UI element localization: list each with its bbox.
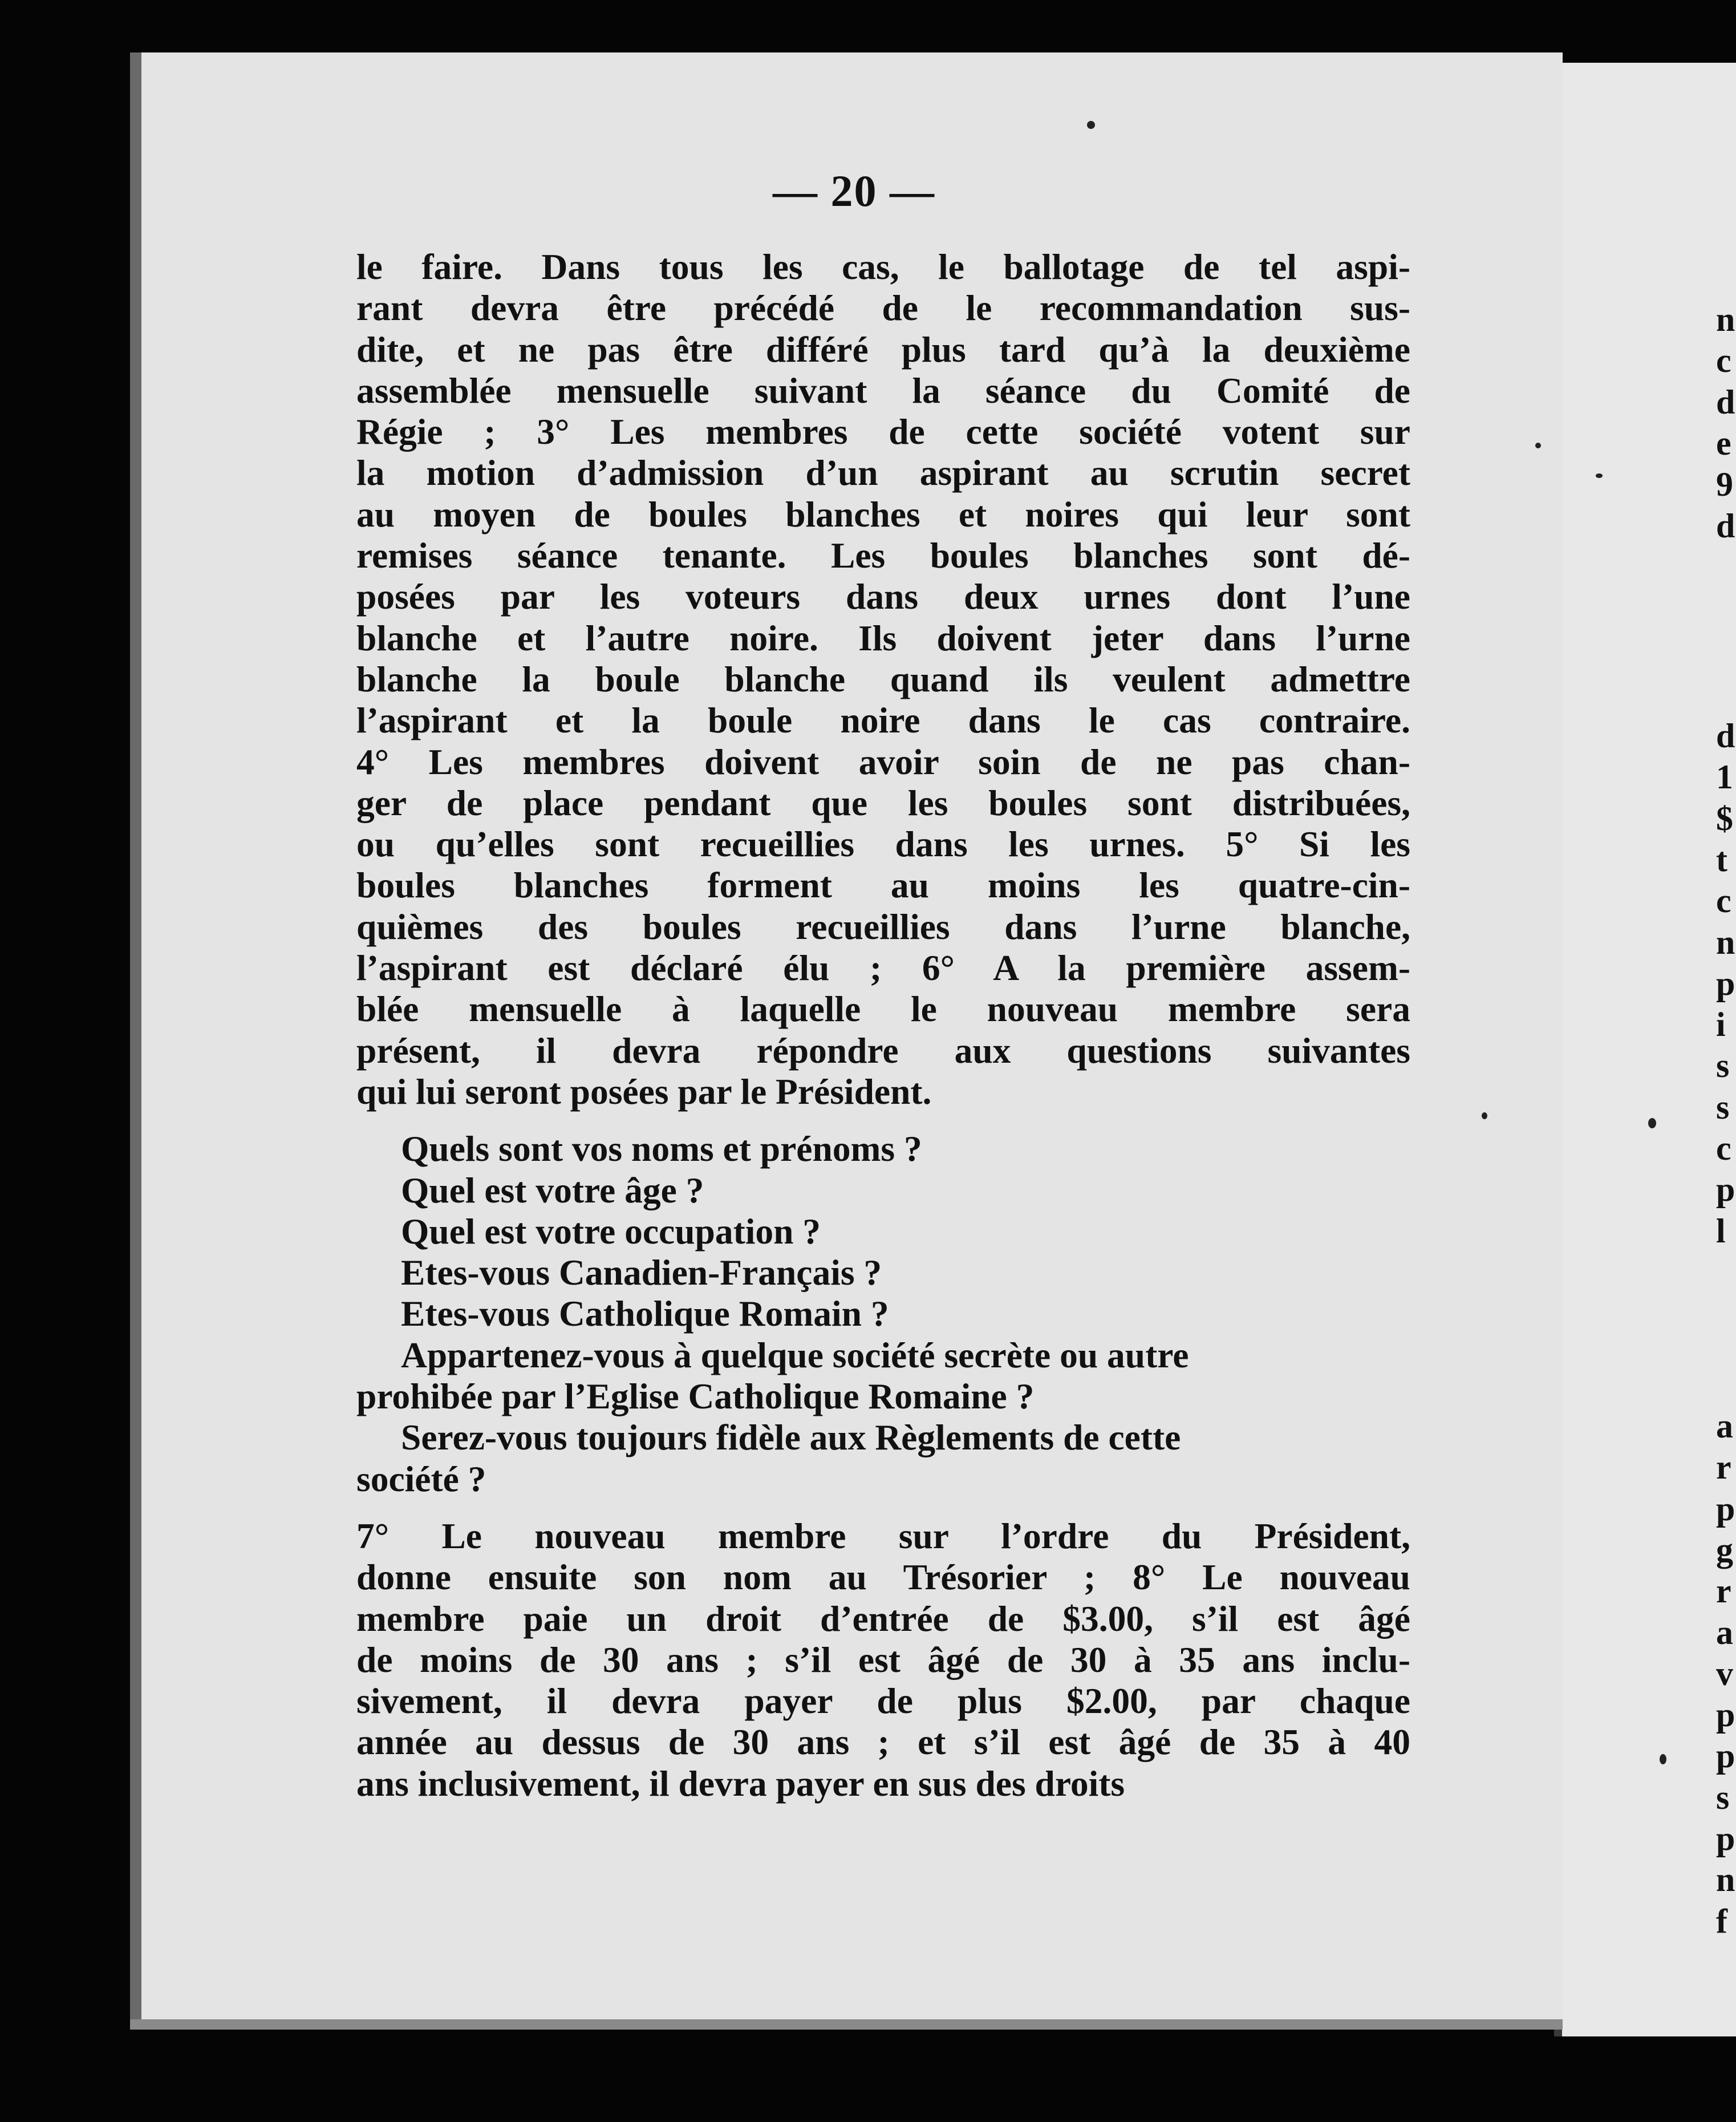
text-line: la motion d’admission d’un aspirant au scrutin secret [356, 452, 1410, 493]
question-fidelity [356, 1417, 1410, 1500]
scan-speck [1596, 473, 1603, 478]
adjacent-page-letter: $ [1716, 799, 1733, 837]
text-line: le faire. Dans tous les cas, le ballotage de tel aspi- [356, 246, 1410, 287]
adjacent-page-letter: p [1716, 1820, 1735, 1857]
adjacent-page-letter: v [1716, 1654, 1733, 1692]
scan-speck [1660, 1754, 1666, 1764]
text-line: l’aspirant est déclaré élu ; 6° A la première assem- [356, 947, 1410, 989]
text-line: présent, il devra répondre aux questions suivantes [356, 1030, 1410, 1071]
adjacent-page-letter: n [1716, 301, 1735, 338]
text-line: posées par les voteurs dans deux urnes dont l’une [356, 576, 1410, 617]
question-line: Quel est votre âge ? [401, 1169, 704, 1210]
text-line: rant devra être précédé de le recommandation sus- [356, 287, 1410, 329]
text-line: ger de place pendant que les boules sont distribuées, [356, 782, 1410, 823]
text-line: année au dessus de 30 ans ; et s’il est âgé de 35 à 40 [356, 1722, 1410, 1763]
text-line: membre paie un droit d’entrée de $3.00, s’il est âgé [356, 1598, 1410, 1639]
text-line: assemblée mensuelle suivant la séance du Comité de [356, 370, 1410, 411]
question-line: Appartenez-vous à quelque société secrète ou autre [401, 1334, 1189, 1375]
question-line: Etes-vous Catholique Romain ? [401, 1293, 889, 1334]
adjacent-page-letter: s [1716, 1088, 1730, 1126]
adjacent-page-letter: g [1716, 1530, 1733, 1569]
adjacent-page-letter: p [1716, 1737, 1735, 1775]
adjacent-page-letter: l [1716, 1212, 1726, 1250]
text-line: 4° Les membres doivent avoir soin de ne pas chan- [356, 741, 1410, 782]
question-line: société ? [356, 1458, 486, 1499]
scan-speck [1648, 1118, 1656, 1128]
adjacent-page-letter: p [1716, 1171, 1735, 1209]
adjacent-page-letter: i [1716, 1006, 1726, 1044]
adjacent-page-letter: f [1716, 1902, 1727, 1940]
adjacent-page-letter: a [1716, 1407, 1733, 1445]
adjacent-page-letter: 9 [1716, 465, 1733, 504]
paragraph-entry-fees [356, 1516, 1410, 1804]
text-line: quièmes des boules recueillies dans l’urne blanche, [356, 906, 1410, 947]
text-line: l’aspirant et la boule noire dans le cas contraire. [356, 700, 1410, 741]
paragraph-admission-rules [356, 246, 1410, 1112]
question-line: prohibée par l’Eglise Catholique Romaine ? [356, 1376, 1035, 1417]
adjacent-page-letter: 1 [1716, 758, 1733, 796]
spacer [356, 1112, 1410, 1128]
question-line: Quel est votre occupation ? [401, 1210, 821, 1252]
scan-speck [1535, 443, 1541, 448]
question-line: Etes-vous Canadien-Français ? [401, 1252, 882, 1293]
question-line: Serez-vous toujours fidèle aux Règlements de cette [401, 1417, 1181, 1458]
adjacent-page-letter: p [1716, 964, 1735, 1002]
text-line: ou qu’elles sont recueillies dans les urnes. 5° Si les [356, 824, 1410, 865]
adjacent-page-letter: n [1716, 1861, 1735, 1899]
adjacent-page-letter: d [1716, 383, 1735, 421]
adjacent-page-letter: d [1716, 717, 1735, 755]
text-line: blée mensuelle à laquelle le nouveau membre sera [356, 989, 1410, 1030]
text-line: Régie ; 3° Les membres de cette société votent sur [356, 411, 1410, 452]
text-line: ans inclusivement, il devra payer en sus des droits [356, 1763, 1125, 1804]
adjacent-page-letter: s [1716, 1047, 1730, 1085]
question-secret-society [356, 1335, 1410, 1418]
adjacent-page-letter: p [1716, 1696, 1735, 1734]
text-line: donne ensuite son nom au Trésorier ; 8° Le nouveau [356, 1557, 1410, 1598]
text-line: sivement, il devra payer de plus $2.00, par chaque [356, 1680, 1410, 1722]
text-line: dite, et ne pas être différé plus tard qu’à la deuxième [356, 329, 1410, 370]
adjacent-page-letter: t [1716, 840, 1727, 878]
adjacent-page-letter: d [1716, 507, 1735, 545]
page-number: — 20 — [773, 166, 935, 216]
adjacent-page-letter: c [1716, 1129, 1731, 1167]
adjacent-page-letter: s [1716, 1778, 1730, 1816]
text-line: 7° Le nouveau membre sur l’ordre du Président, [356, 1515, 1410, 1556]
scan-speck [1087, 121, 1095, 129]
text-line: remises séance tenante. Les boules blanches sont dé- [356, 535, 1410, 576]
text-line: qui lui seront posées par le Président. [356, 1071, 932, 1112]
adjacent-page-letter: n [1716, 923, 1735, 961]
adjacent-page-letter: r [1716, 1448, 1731, 1487]
adjacent-page-letter: a [1716, 1613, 1733, 1651]
page-bottom-edge [130, 2019, 1563, 2030]
adjacent-page [1554, 63, 1736, 2036]
question-list [356, 1128, 1410, 1334]
text-line: boules blanches forment au moins les quatre-cin- [356, 865, 1410, 906]
text-line: blanche la boule blanche quand ils veulent admettre [356, 658, 1410, 699]
spacer [356, 1500, 1410, 1516]
adjacent-page-letter: e [1716, 424, 1731, 462]
adjacent-page-letter: r [1716, 1572, 1731, 1610]
question-line: Quels sont vos noms et prénoms ? [401, 1128, 922, 1169]
scan-speck [1482, 1112, 1487, 1119]
adjacent-page-letter: p [1716, 1489, 1735, 1528]
text-line: de moins de 30 ans ; s’il est âgé de 30 à 35 ans inclu- [356, 1639, 1410, 1680]
adjacent-page-letter: c [1716, 882, 1731, 920]
adjacent-page-letter: c [1716, 342, 1731, 380]
text-line: blanche et l’autre noire. Ils doivent jeter dans l’urne [356, 617, 1410, 658]
text-line: au moyen de boules blanches et noires qui leur sont [356, 493, 1410, 534]
page-body [356, 246, 1410, 1804]
